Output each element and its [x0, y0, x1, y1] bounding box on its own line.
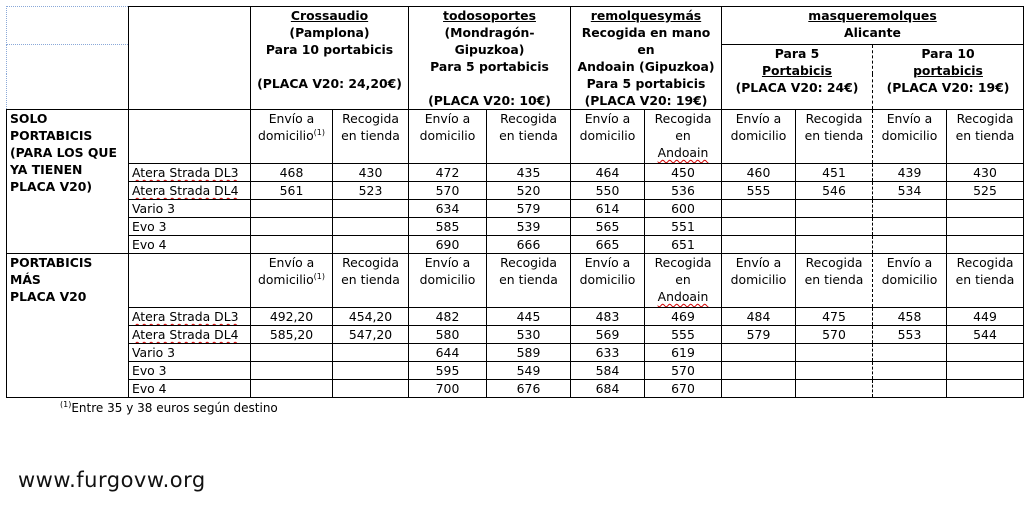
store-placa-price: (PLACA V20: 24€): [735, 80, 859, 95]
price-cell: [796, 362, 873, 380]
watermark-site: www.furgovw.org: [18, 468, 206, 492]
price-cell: [947, 218, 1024, 236]
col-label: en tienda: [804, 272, 864, 287]
col-label: Recogida: [342, 111, 399, 126]
store-capacity: Para 5 portabicis: [430, 59, 549, 74]
col-label: Envío a: [584, 255, 631, 270]
col-recogida-andoain: [645, 254, 722, 308]
price-cell: [333, 236, 409, 254]
model-label: Evo 4: [132, 237, 167, 252]
table-row: [7, 164, 1024, 182]
price-cell: 619: [645, 344, 722, 362]
col-label: Recogida: [956, 255, 1014, 270]
price-cell: [796, 236, 873, 254]
col-envio: [722, 110, 796, 164]
col-label: en tienda: [499, 272, 558, 287]
header-todosoportes: [409, 7, 571, 110]
price-cell: [873, 218, 947, 236]
footnote: [60, 401, 278, 415]
col-label: Andoain: [657, 145, 709, 160]
price-cell: 450: [645, 164, 722, 182]
price-cell: 561: [251, 182, 333, 200]
price-cell: 484: [722, 308, 796, 326]
model-name: [129, 326, 251, 344]
col-envio: [251, 110, 333, 164]
table-row: [7, 236, 1024, 254]
price-cell: [333, 362, 409, 380]
store-placa-price: (PLACA V20: 19€): [886, 80, 1010, 95]
sub-capacity: Para 5: [774, 46, 820, 61]
col-label: domicilio: [881, 272, 938, 287]
price-cell: [251, 218, 333, 236]
col-label: domicilio: [730, 128, 787, 143]
price-cell: 690: [409, 236, 487, 254]
col-label: domicilio: [730, 272, 787, 287]
col-recogida: [796, 254, 873, 308]
col-label: Recogida: [956, 111, 1014, 126]
price-cell: 589: [487, 344, 571, 362]
section-title-line: SOLO: [10, 111, 48, 126]
price-cell: 435: [487, 164, 571, 182]
col-label: Recogida: [342, 255, 399, 270]
col-label: Andoain: [657, 289, 709, 304]
price-cell: 570: [409, 182, 487, 200]
col-label: Recogida: [805, 111, 863, 126]
col-label: Recogida: [654, 111, 712, 126]
price-cell: 570: [796, 326, 873, 344]
price-cell: [947, 344, 1024, 362]
col-label: domicilio: [579, 272, 636, 287]
empty-corner-cell: [7, 7, 129, 45]
price-cell: 585,20: [251, 326, 333, 344]
model-name: [129, 380, 251, 398]
price-cell: 665: [571, 236, 645, 254]
price-cell: [947, 380, 1024, 398]
sub-capacity-unit: Portabicis: [761, 63, 833, 78]
section-title-con-placa: [7, 254, 129, 398]
price-cell: [947, 236, 1024, 254]
price-cell: 634: [409, 200, 487, 218]
price-cell: 430: [947, 164, 1024, 182]
price-cell: [947, 200, 1024, 218]
price-cell: [873, 380, 947, 398]
table-row: [7, 326, 1024, 344]
price-cell: 539: [487, 218, 571, 236]
col-envio: [571, 110, 645, 164]
col-label: en tienda: [341, 128, 400, 143]
price-cell: 520: [487, 182, 571, 200]
price-cell: [722, 344, 796, 362]
store-name-masqueremolques: masqueremolques: [808, 8, 937, 23]
price-cell: 492,20: [251, 308, 333, 326]
col-envio: [571, 254, 645, 308]
model-label: Vario 3: [132, 345, 176, 360]
table-row: [7, 182, 1024, 200]
col-label: Envío a: [886, 111, 933, 126]
price-cell: 565: [571, 218, 645, 236]
price-cell: 584: [571, 362, 645, 380]
col-label: Envío a: [735, 255, 782, 270]
header-masq-5: [722, 45, 873, 110]
price-cell: 670: [645, 380, 722, 398]
table-row: [7, 380, 1024, 398]
store-name-remolquesymas: remolquesymás: [590, 8, 702, 23]
model-name: [129, 200, 251, 218]
section-title-line: YA TIENEN: [10, 162, 83, 177]
price-cell: [333, 380, 409, 398]
price-cell: [873, 200, 947, 218]
col-label: en tienda: [955, 128, 1015, 143]
model-label: Evo 3: [132, 219, 167, 234]
price-cell: 570: [645, 362, 722, 380]
price-cell: [251, 344, 333, 362]
section-title-line: (PARA LOS QUE: [10, 145, 117, 160]
price-cell: 600: [645, 200, 722, 218]
price-cell: 445: [487, 308, 571, 326]
col-label: Recogida: [805, 255, 863, 270]
col-label: domicilio: [257, 128, 314, 143]
header-masqueremolques: [722, 7, 1024, 45]
price-cell: 475: [796, 308, 873, 326]
price-cell: 585: [409, 218, 487, 236]
col-label: en tienda: [804, 128, 864, 143]
store-capacity: Para 5 portabicis: [586, 76, 706, 91]
price-cell: [873, 344, 947, 362]
section-title-line: PLACA V20: [10, 289, 87, 304]
col-recogida-andoain: [645, 110, 722, 164]
price-cell: [333, 218, 409, 236]
price-cell: 666: [487, 236, 571, 254]
price-cell: [251, 362, 333, 380]
price-cell: [796, 218, 873, 236]
col-label: domicilio: [419, 128, 476, 143]
col-label: Envío a: [424, 255, 471, 270]
col-label: en tienda: [955, 272, 1015, 287]
price-cell: [722, 362, 796, 380]
price-cell: 579: [487, 200, 571, 218]
col-recogida: [487, 254, 571, 308]
store-placa-price: (PLACA V20: 19€): [584, 93, 708, 108]
store-name-todosoportes: todosoportes: [443, 8, 536, 23]
col-label: Envío a: [268, 111, 315, 126]
table-row: [7, 218, 1024, 236]
store-placa-price: (PLACA V20: 24,20€): [257, 76, 402, 91]
model-label: Atera Strada DL4: [132, 183, 239, 198]
price-cell: 468: [251, 164, 333, 182]
price-cell: [251, 236, 333, 254]
col-recogida: [333, 110, 409, 164]
price-cell: [333, 200, 409, 218]
price-cell: [722, 236, 796, 254]
footnote-text: Entre 35 y 38 euros según destino: [71, 401, 278, 415]
col-label: en: [675, 128, 691, 143]
section-title-solo: [7, 110, 129, 254]
price-cell: [333, 344, 409, 362]
price-cell: 550: [571, 182, 645, 200]
store-placa-price: (PLACA V20: 10€): [428, 93, 551, 108]
model-label: Vario 3: [132, 201, 176, 216]
price-cell: [796, 200, 873, 218]
price-cell: 700: [409, 380, 487, 398]
model-label: Atera Strada DL3: [132, 165, 239, 180]
price-cell: 580: [409, 326, 487, 344]
model-name: [129, 164, 251, 182]
price-cell: 451: [796, 164, 873, 182]
price-cell: [873, 236, 947, 254]
sub-capacity-unit: portabicis: [913, 63, 983, 78]
price-cell: 536: [645, 182, 722, 200]
price-cell: 469: [645, 308, 722, 326]
price-cell: 546: [796, 182, 873, 200]
col-recogida: [796, 110, 873, 164]
price-table: [6, 6, 1024, 398]
model-label: Atera Strada DL3: [132, 309, 239, 324]
section-title-line: PORTABICIS: [10, 128, 93, 143]
col-label: Envío a: [424, 111, 471, 126]
price-cell: 553: [873, 326, 947, 344]
store-location: Recogida en mano en: [581, 25, 711, 57]
col-label: Envío a: [735, 111, 782, 126]
store-location: Andoain (Gipuzkoa): [577, 59, 715, 74]
footnote-marker: (1): [60, 400, 72, 409]
col-label: Envío a: [584, 111, 631, 126]
col-recogida: [947, 110, 1024, 164]
store-location: Alicante: [844, 25, 901, 40]
price-cell: 547,20: [333, 326, 409, 344]
price-cell: 569: [571, 326, 645, 344]
price-cell: 458: [873, 308, 947, 326]
model-label: Atera Strada DL4: [132, 327, 239, 342]
col-recogida: [487, 110, 571, 164]
col-label: Envío a: [268, 255, 315, 270]
col-label: en tienda: [341, 272, 400, 287]
price-cell: 684: [571, 380, 645, 398]
price-cell: 464: [571, 164, 645, 182]
model-label: Evo 3: [132, 363, 167, 378]
price-cell: 483: [571, 308, 645, 326]
footnote-ref: (1): [313, 127, 326, 137]
model-name: [129, 344, 251, 362]
price-cell: 530: [487, 326, 571, 344]
empty-corner-cell: [7, 45, 129, 110]
price-cell: [796, 344, 873, 362]
store-name-crossaudio: Crossaudio: [290, 8, 369, 23]
col-envio: [251, 254, 333, 308]
sub-capacity: Para 10: [921, 46, 975, 61]
price-cell: 544: [947, 326, 1024, 344]
col-label: domicilio: [257, 272, 314, 287]
price-cell: 595: [409, 362, 487, 380]
price-cell: 525: [947, 182, 1024, 200]
col-label: en tienda: [499, 128, 558, 143]
price-cell: [251, 200, 333, 218]
store-capacity: Para 10 portabicis: [265, 42, 394, 57]
price-cell: 676: [487, 380, 571, 398]
price-cell: [796, 380, 873, 398]
header-remolquesymas: [571, 7, 722, 110]
col-label: Recogida: [654, 255, 712, 270]
col-recogida: [333, 254, 409, 308]
price-cell: [947, 362, 1024, 380]
price-cell: 551: [645, 218, 722, 236]
col-envio: [873, 110, 947, 164]
price-cell: 460: [722, 164, 796, 182]
price-cell: 614: [571, 200, 645, 218]
price-cell: 454,20: [333, 308, 409, 326]
col-label: Envío a: [886, 255, 933, 270]
price-cell: [251, 380, 333, 398]
col-recogida: [947, 254, 1024, 308]
footnote-ref: (1): [313, 271, 326, 281]
model-name: [129, 218, 251, 236]
model-label: Evo 4: [132, 381, 167, 396]
col-label: domicilio: [579, 128, 636, 143]
col-envio: [409, 110, 487, 164]
col-label: domicilio: [881, 128, 938, 143]
section-title-line: PLACA V20): [10, 179, 93, 194]
section-title-line: PORTABICIS MÁS: [10, 255, 93, 287]
table-row: [7, 362, 1024, 380]
table-row: [7, 200, 1024, 218]
table-row: [7, 308, 1024, 326]
empty-model-header: [129, 254, 251, 308]
price-cell: 449: [947, 308, 1024, 326]
price-cell: [722, 200, 796, 218]
model-name: [129, 308, 251, 326]
col-label: domicilio: [419, 272, 476, 287]
price-cell: 651: [645, 236, 722, 254]
price-cell: 472: [409, 164, 487, 182]
price-cell: [722, 380, 796, 398]
price-cell: 439: [873, 164, 947, 182]
price-cell: [722, 218, 796, 236]
price-cell: 523: [333, 182, 409, 200]
price-cell: [873, 362, 947, 380]
header-crossaudio: [251, 7, 409, 110]
col-envio: [873, 254, 947, 308]
header-masq-10: [873, 45, 1024, 110]
price-cell: 579: [722, 326, 796, 344]
price-cell: 555: [722, 182, 796, 200]
col-envio: [722, 254, 796, 308]
price-cell: 644: [409, 344, 487, 362]
store-location: (Mondragón-Gipuzkoa): [444, 25, 535, 57]
model-name: [129, 182, 251, 200]
price-cell: 482: [409, 308, 487, 326]
col-label: en: [675, 272, 691, 287]
col-envio: [409, 254, 487, 308]
model-name: [129, 362, 251, 380]
price-cell: 633: [571, 344, 645, 362]
empty-header-cell: [129, 7, 251, 110]
col-label: Recogida: [500, 111, 557, 126]
model-name: [129, 236, 251, 254]
price-cell: 430: [333, 164, 409, 182]
price-cell: 549: [487, 362, 571, 380]
price-cell: 534: [873, 182, 947, 200]
store-location: (Pamplona): [289, 25, 370, 40]
empty-model-header: [129, 110, 251, 164]
price-cell: 555: [645, 326, 722, 344]
col-label: Recogida: [500, 255, 557, 270]
table-row: [7, 344, 1024, 362]
